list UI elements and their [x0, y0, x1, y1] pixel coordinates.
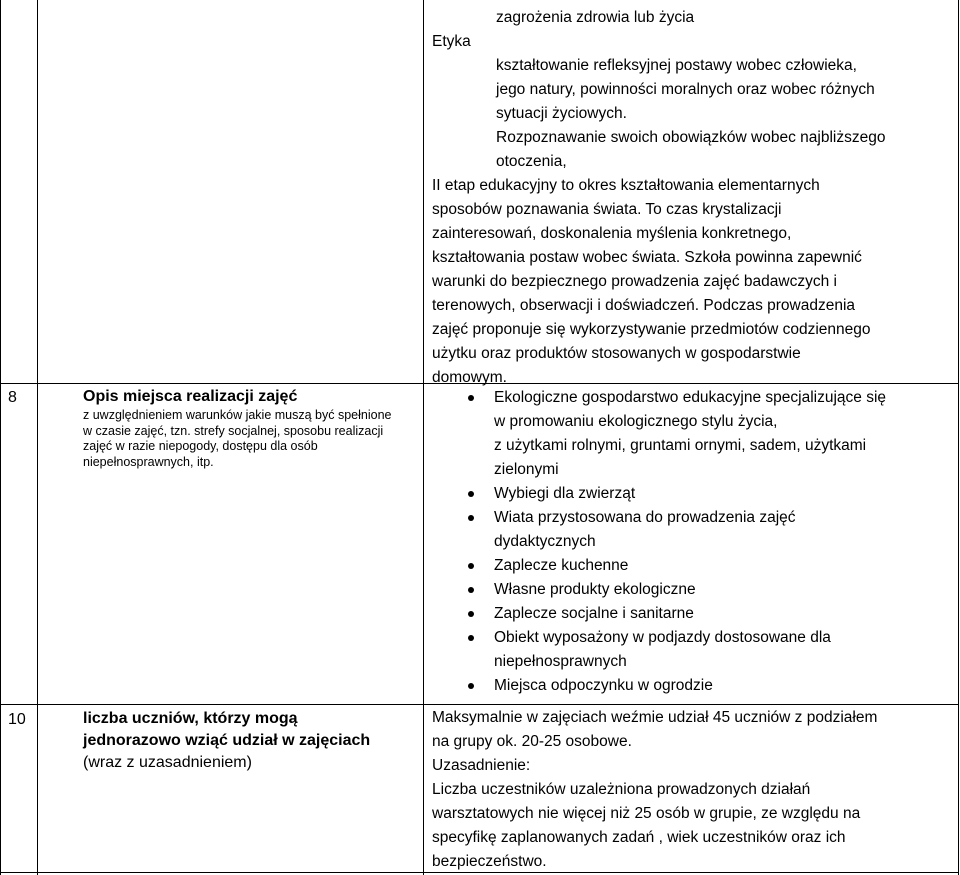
stage-line: zajęć proponuje się wykorzystywanie przedmiotów codziennego [432, 321, 871, 338]
etyka-block [432, 6, 952, 390]
etyka-line: sytuacji życiowych. [496, 105, 627, 122]
list-item [432, 482, 957, 506]
list-item-line: zielonymi [494, 461, 559, 478]
table-border-middle [423, 0, 424, 875]
list-item-line: Miejsca odpoczynku w ogrodzie [494, 677, 713, 694]
participants-block [432, 706, 956, 874]
list-item-line: Własne produkty ekologiczne [494, 581, 696, 598]
row10-subtitle: (wraz z uzasadnieniem) [83, 754, 252, 771]
list-item [432, 506, 957, 554]
bullet-icon [468, 683, 474, 689]
etyka-line: jego natury, powinności moralnych oraz wobec różnych [496, 81, 875, 98]
top-line: zagrożenia zdrowia lub życia [496, 9, 695, 26]
bullet-icon [468, 611, 474, 617]
list-item [432, 386, 957, 482]
row10-label [83, 708, 418, 774]
participants-line: warsztatowych nie więcej niż 25 osób w grupie, ze względu na [432, 805, 861, 822]
list-item-line: z użytkami rolnymi, gruntami ornymi, sadem, użytkami [494, 437, 867, 454]
etyka-line: Rozpoznawanie swoich obowiązków wobec najbliższego [496, 129, 886, 146]
list-item [432, 554, 957, 578]
list-item-line: Wiata przystosowana do prowadzenia zajęć [494, 509, 796, 526]
stage-line: zainteresowań, doskonalenia myślenia konkretnego, [432, 225, 792, 242]
stage-line: terenowych, obserwacji i doświadczeń. Podczas prowadzenia [432, 297, 856, 314]
row8-description-line: w czasie zajęć, tzn. strefy socjalnej, sposobu realizacji [83, 423, 384, 438]
bullet-icon [468, 563, 474, 569]
row10-title-line: jednorazowo wziąć udział w zajęciach [83, 732, 371, 749]
stage-line: domowym. [432, 369, 507, 386]
list-item [432, 626, 957, 674]
participants-line: bezpieczeństwo. [432, 853, 547, 870]
participants-line: Maksymalnie w zajęciach weźmie udział 45 uczniów z podziałem [432, 709, 878, 726]
row8-title: Opis miejsca realizacji zajęć [83, 388, 298, 405]
list-item [432, 578, 957, 602]
row8-description-line: niepełnosprawnych, itp. [83, 454, 214, 469]
participants-line: specyfikę zaplanowanych zadań , wiek uczestników oraz ich [432, 829, 846, 846]
facility-list [432, 386, 957, 698]
list-item [432, 674, 957, 698]
stage-line: użytku oraz produktów stosowanych w gospodarstwie [432, 345, 801, 362]
participants-line: Liczba uczestników uzależniona prowadzonych działań [432, 781, 811, 798]
table-border-left [0, 0, 1, 875]
stage-line: sposobów poznawania świata. To czas krystalizacji [432, 201, 782, 218]
row8-description-line: zajęć w razie niepogody, dostępu dla osób [83, 439, 318, 453]
table-border-right [958, 0, 959, 875]
bullet-icon [468, 395, 474, 401]
list-item [432, 602, 957, 626]
row8-label [83, 386, 418, 470]
list-item-line: Obiekt wyposażony w podjazdy dostosowane dla [494, 629, 831, 646]
stage-line: warunki do bezpiecznego prowadzenia zajęć badawczych i [432, 273, 837, 290]
list-item-line: niepełnosprawnych [494, 653, 627, 670]
bullet-icon [468, 587, 474, 593]
table-border-number-col [37, 0, 38, 875]
stage-line: kształtowania postaw wobec świata. Szkoła powinna zapewnić [432, 249, 862, 266]
etyka-label: Etyka [432, 33, 471, 50]
participants-line: Uzasadnienie: [432, 757, 531, 774]
list-item-line: Wybiegi dla zwierząt [494, 485, 636, 502]
bullet-icon [468, 635, 474, 641]
row10-title-line: liczba uczniów, którzy mogą [83, 710, 298, 727]
list-item-line: Zaplecze kuchenne [494, 557, 629, 574]
participants-line: na grupy ok. 20-25 osobowe. [432, 733, 632, 750]
etyka-line: kształtowanie refleksyjnej postawy wobec człowieka, [496, 57, 857, 74]
etyka-line: otoczenia, [496, 153, 567, 170]
table-row-divider [0, 704, 959, 705]
list-item-line: Ekologiczne gospodarstwo edukacyjne specjalizujące się [494, 389, 887, 406]
row8-description-line: z uwzględnieniem warunków jakie muszą być spełnione [83, 408, 392, 422]
stage-line: II etap edukacyjny to okres kształtowania elementarnych [432, 177, 820, 194]
row-number: 8 [8, 389, 17, 406]
list-item-line: w promowaniu ekologicznego stylu życia, [494, 413, 778, 430]
row-number: 10 [8, 711, 26, 728]
list-item-line: Zaplecze socjalne i sanitarne [494, 605, 694, 622]
list-item-line: dydaktycznych [494, 533, 596, 550]
bullet-icon [468, 515, 474, 521]
bullet-icon [468, 491, 474, 497]
